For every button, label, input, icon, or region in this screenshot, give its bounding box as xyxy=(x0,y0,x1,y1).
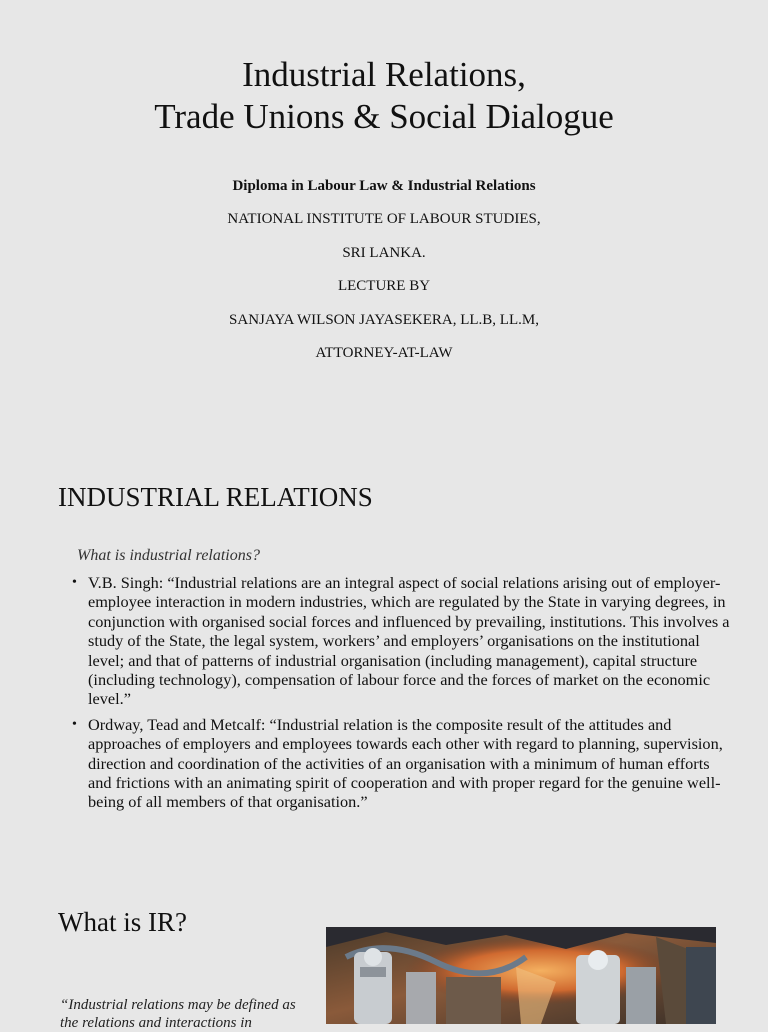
lecturer-name: SANJAYA WILSON JAYASEKERA, LL.B, LL.M, xyxy=(229,312,539,328)
country-text: SRI LANKA. xyxy=(342,245,426,261)
title-slide xyxy=(0,0,768,460)
title-line-2: Trade Unions & Social Dialogue xyxy=(154,97,614,136)
bullet-icon: • xyxy=(72,575,77,590)
bullet-text: Ordway, Tead and Metcalf: “Industrial relation is the composite result of the attitudes and approaches of employers and employees towards each other with regard to planning, supervision, direction and coordination of the activities of an organisation with a minimum of human efforts and frictions with an animating spirit of cooperation and with proper regard for the genuine well-being of all members of that organisation.” xyxy=(88,714,723,812)
slide-heading: What is IR? xyxy=(58,907,187,937)
lecture-by-text: LECTURE BY xyxy=(337,278,431,294)
slide-title xyxy=(0,54,768,138)
industrial-mural-image xyxy=(326,927,716,1024)
what-is-ir-slide xyxy=(0,880,768,1031)
slide-heading: INDUSTRIAL RELATIONS xyxy=(58,482,373,512)
title-line-1: Industrial Relations, xyxy=(242,55,526,94)
quote-text: “Industrial relations may be defined as the relations and interactions in xyxy=(60,997,296,1031)
bullet-item xyxy=(72,715,732,812)
bullet-icon: • xyxy=(72,716,77,732)
diploma-text: Diploma in Labour Law & Industrial Relations xyxy=(232,178,536,194)
bullet-list xyxy=(72,573,732,818)
lecturer-role: ATTORNEY-AT-LAW xyxy=(315,345,453,361)
industrial-relations-slide xyxy=(0,460,768,880)
institute-text: NATIONAL INSTITUTE OF LABOUR STUDIES, xyxy=(227,211,541,227)
question-text: What is industrial relations? xyxy=(77,547,260,564)
bullet-text: V.B. Singh: “Industrial relations are an integral aspect of social relations arising out of employer- employee interaction in modern industries, which are regulated by the State in varying degrees, in conjunction with organised social forces and influenced by prevailing, institutions. This involves a study of the State, the legal system, workers’ and employers’ organisations on the institutional level; and that of patterns of industrial organisation (including management), capital structure (including technology), compensation of labour force and the forces of market on the economic level.” xyxy=(88,573,730,709)
bullet-item xyxy=(72,573,732,709)
